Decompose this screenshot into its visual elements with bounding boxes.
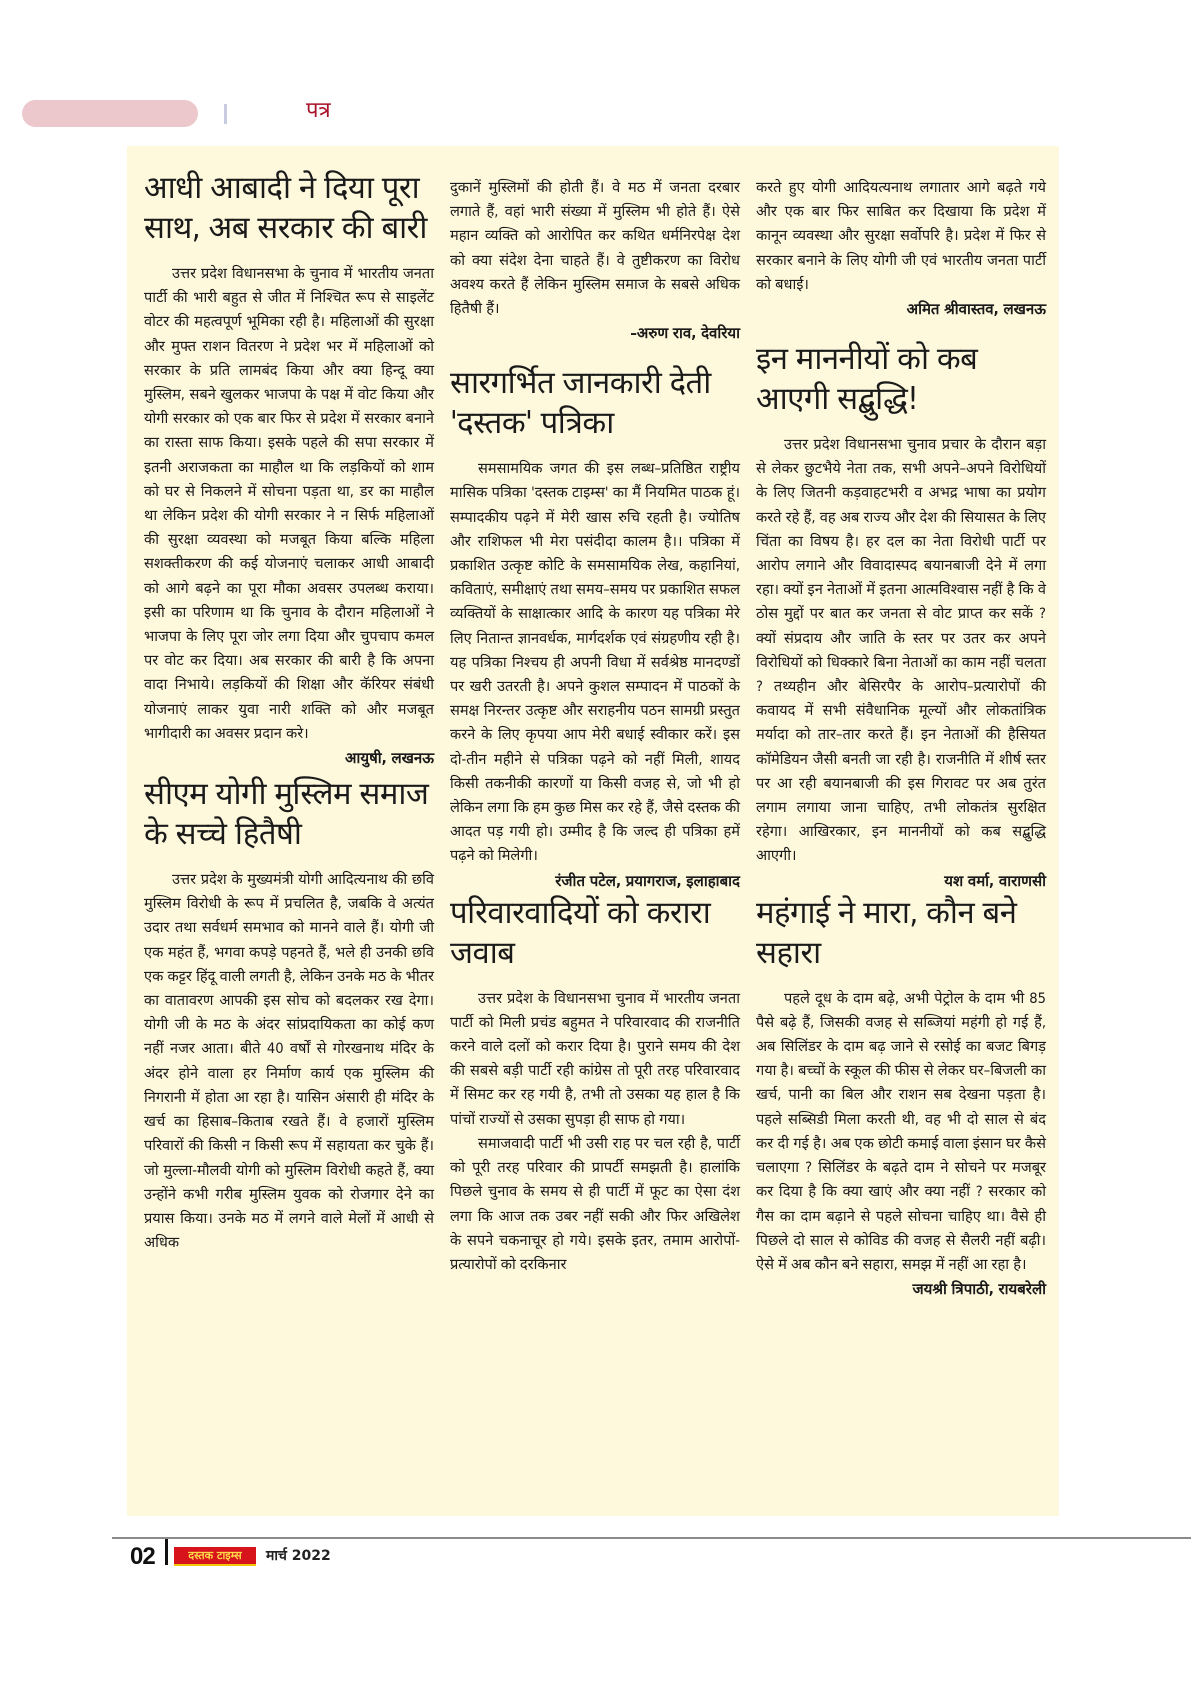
letter-body: पहले दूध के दाम बढ़े, अभी पेट्रोल के दाम भी 85 पैसे बढ़े हैं, जिसकी वजह से सब्जियां महंगी हो गई हैं, अब सिलिंडर के दाम बढ़ जाने से रसोई का बजट बिगड़ गया है। बच्चों के स्कूल की फीस से लेकर घर–बिजली का खर्च, पानी का बिल और राशन सब देखना पड़ता है। पहले सब्सिडी मिला करती थी, वह भी दो साल से बंद कर दी गई है। अब एक छोटी कमाई वाला इंसान घर कैसे चलाएगा ? सिलिंडर के बढ़ते दाम ने सोचने पर मजबूर कर दिया है कि क्या खाएं और क्या नहीं ? सरकार को गैस का दाम बढ़ाने से पहले सोचना चाहिए था। वैसे ही पिछले दो साल से कोविड की वजह से सैलरी नहीं बढ़ी। ऐसे में अब कौन बने सहारा, समझ में नहीं आ रहा है। (756, 989, 1046, 1273)
letter-title: महंगाई ने मारा, कौन बने सहारा (756, 894, 1017, 971)
letter-body: उत्तर प्रदेश विधानसभा चुनाव प्रचार के दौरान बड़ा से लेकर छुटभैये नेता तक, सभी अपने–अपने विरोधियों के लिए जितनी कड़वाहटभरी व अभद्र भाषा का प्रयोग करते रहे हैं, वह अब राज्य और देश की सियासत के लिए चिंता का विषय है। हर दल का नेता विरोधी पार्टी पर आरोप लगाने और विवादास्पद बयानबाजी देने में लगा रहा। क्यों इन नेताओं में इतना आत्मविश्वास नहीं है कि वे ठोस मुद्दों पर बात कर जनता से वोट प्राप्त कर सकें ? क्यों संप्रदाय और जाति के स्तर पर उतर कर अपने विरोधियों को धिक्कारे बिना नेताओं का काम नहीं चलता ? तथ्यहीन और बेसिरपैर के आरोप–प्रत्यारोपों की कवायद में सभी संवैधानिक मूल्यों और लोकतांत्रिक मर्यादा को तार–तार करते हैं। इन नेताओं की हैसियत कॉमेडियन जैसी बनती जा रही है। राजनीति में शीर्ष स्तर पर आ रही बयानबाजी की इस गिरावट पर अब तुरंत लगाम लगाया जाना चाहिए, तभी लोकतंत्र सुरक्षित रहेगा। आखिरकार, इन माननीयों को कब सद्बुद्धि आएगी। (756, 436, 1046, 865)
letter-article (144, 774, 434, 1255)
letter-article-continued (756, 176, 1046, 321)
letter-signature: यश वर्मा, वाराणसी (944, 871, 1046, 890)
section-header-pill (22, 100, 198, 127)
letter-signature: –अरुण राव, देवरिया (630, 324, 740, 343)
letter-title: आधी आबादी ने दिया पूरा साथ, अब सरकार की बारी (144, 170, 427, 246)
letter-title: परिवारवादियों को करारा जवाब (450, 894, 711, 971)
letter-signature: अमित श्रीवास्तव, लखनऊ (906, 300, 1046, 319)
letter-title: इन माननीयों को कब आएगी सद्बुद्धि! (756, 341, 978, 418)
letters-panel (127, 146, 1059, 1516)
letter-signature: जयश्री त्रिपाठी, रायबरेली (912, 1280, 1046, 1299)
letter-article (450, 893, 740, 1277)
letter-body: उत्तर प्रदेश के मुख्यमंत्री योगी आदित्यनाथ की छवि मुस्लिम विरोधी के रूप में प्रचलित है, जबकि वे अत्यंत उदार तथा सर्वधर्म समभाव को मानने वाले हैं। योगी जी एक महंत हैं, भगवा कपड़े पहनते हैं, भले ही उनकी छवि एक कट्टर हिंदू वाली लगती है, लेकिन उनके मठ के भीतर का वातावरण आपकी इस सोच को बदलकर रख देगा। योगी जी के मठ के अंदर सांप्रदायिकता का कोई कण नहीं नजर आता। बीते 40 वर्षों से गोरखनाथ मंदिर के अंदर होने वाला हर निर्माण कार्य एक मुस्लिम की निगरानी में होता आ रहा है। यासिन अंसारी ही मंदिर के खर्च का हिसाब–किताब रखते हैं। वे हजारों मुस्लिम परिवारों की किसी न किसी रूप में सहायता कर चुके हैं। जो मुल्ला-मौलवी योगी को मुस्लिम विरोधी कहते हैं, क्या उन्होंने कभी गरीब मुस्लिम युवक को रोजगार देने का प्रयास किया। उनके मठ में लगने वाले मेलों में आधी से अधिक (144, 871, 434, 1252)
letter-signature: रंजीत पटेल, प्रयागराज, इलाहाबाद (555, 871, 740, 890)
letter-signature: आयुषी, लखनऊ (345, 749, 434, 768)
issue-date: मार्च 2022 (266, 1548, 331, 1564)
letter-article (450, 363, 740, 892)
column-1 (144, 168, 434, 1255)
letter-body: करते हुए योगी आदियत्यनाथ लगातार आगे बढ़ते गये और एक बार फिर साबित कर दिखाया कि प्रदेश में कानून व्यवस्था और सुरक्षा सर्वोपरि है। प्रदेश में फिर से सरकार बनाने के लिए योगी जी एवं भारतीय जनता पार्टी को बधाई। (756, 179, 1046, 293)
footer-divider (165, 1539, 168, 1565)
letter-title: सारगर्भित जानकारी देती 'दस्तक' पत्रिका (450, 365, 711, 442)
column-2 (450, 176, 740, 1277)
letter-article (756, 893, 1046, 1301)
section-label: पत्र (306, 98, 331, 123)
letter-body: दुकानें मुस्लिमों की होती हैं। वे मठ में जनता दरबार लगाते हैं, वहां भारी संख्या में मुस्लिम भी होते हैं। ऐसे महान व्यक्ति को आरोपित कर कथित धर्मनिरपेक्ष देश को क्या संदेश देना चाहते हैं। वे तुष्टीकरण का विरोध अवश्य करते हैं लेकिन मुस्लिम समाज के सबसे अधिक हितैषी हैं। (450, 179, 740, 318)
header-divider (224, 104, 227, 124)
footer-rule (112, 1537, 1191, 1539)
column-3 (756, 176, 1046, 1301)
page-number: 02 (130, 1543, 155, 1570)
letter-article-continued (450, 176, 740, 345)
letter-body: उत्तर प्रदेश के विधानसभा चुनाव में भारतीय जनता पार्टी को मिली प्रचंड बहुमत ने परिवारवाद की राजनीति करने वाले दलों को करार दिया है। पुराने समय की देश की सबसे बड़ी पार्टी रही कांग्रेस तो पूरी तरह परिवारवाद में सिमट कर रह गयी है, तभी तो उसका यह हाल है कि पांचों राज्यों से उसका सुपड़ा ही साफ हो गया। (450, 989, 740, 1128)
publication-logo: दस्तक टाइम्स (174, 1547, 256, 1566)
letter-body: समसामयिक जगत की इस लब्ध–प्रतिष्ठित राष्ट्रीय मासिक पत्रिका 'दस्तक टाइम्स' का मैं नियमित पाठक हूं। सम्पादकीय पढ़ने में मेरी खास रुचि रहती है। ज्योतिष और राशिफल भी मेरा पसंदीदा कालम है।। पत्रिका में प्रकाशित उत्कृष्ट कोटि के समसामयिक लेख, कहानियां, कविताएं, समीक्षाएं तथा समय–समय पर प्रकाशित सफल व्यक्तियों के साक्षात्कार आदि के कारण यह पत्रिका मेरे लिए नितान्त ज्ञानवर्धक, मार्गदर्शक एवं संग्रहणीय रही है। यह पत्रिका निश्चय ही अपनी विधा में सर्वश्रेष्ठ मानदण्डों पर खरी उतरती है। अपने कुशल सम्पादन में पाठकों के समक्ष निरन्तर उत्कृष्ट और सराहनीय पठन सामग्री प्रस्तुत करने के लिए कृपया आप मेरी बधाई स्वीकार करें। इस दो-तीन महीने से पत्रिका पढ़ने को नहीं मिली, शायद किसी तकनीकी कारणों या किसी वजह से, जो भी हो लेकिन लगा कि हम कुछ मिस कर रहे हैं, जैसे दस्तक की आदत पड़ गयी हो। उम्मीद है कि जल्द ही पत्रिका हमें पढ़ने को मिलेगी। (450, 460, 740, 865)
letter-article (756, 339, 1046, 893)
letter-body: समाजवादी पार्टी भी उसी राह पर चल रही है, पार्टी को पूरी तरह परिवार की प्रापर्टी समझती है। हालांकि पिछले चुनाव के समय से ही पार्टी में फूट का ऐसा दंश लगा कि आज तक उबर नहीं सकी और फिर अखिलेश के सपने चकनाचूर हो गये। इसके इतर, तमाम आरोपों-प्रत्यारोपों को दरकिनार (450, 1134, 740, 1273)
letter-article (144, 168, 434, 770)
letter-body: उत्तर प्रदेश विधानसभा के चुनाव में भारतीय जनता पार्टी की भारी बहुत से जीत में निश्चित रूप से साइलेंट वोटर की महत्वपूर्ण भूमिका रही है। महिलाओं की सुरक्षा और मुफ्त राशन वितरण ने प्रदेश भर में महिलाओं को सरकार के प्रति लामबंद किया और क्या हिन्दू क्या मुस्लिम, सबने खुलकर भाजपा के पक्ष में वोट किया और योगी सरकार को एक बार फिर से प्रदेश में सरकार बनाने का रास्ता साफ किया। इसके पहले की सपा सरकार में इतनी अराजकता का माहौल था कि लड़कियों को शाम को घर से निकलने में सोचना पड़ता था, डर का माहौल था लेकिन प्रदेश की योगी सरकार ने न सिर्फ महिलाओं की सुरक्षा व्यवस्था को मजबूत किया बल्कि महिला सशक्तीकरण की कई योजनाएं चलाकर आधी आबादी को आगे बढ़ने का पूरा मौका अवसर उपलब्ध कराया। इसी का परिणाम था कि चुनाव के दौरान महिलाओं ने भाजपा के लिए पूरा जोर लगा दिया और चुपचाप कमल पर वोट कर दिया। अब सरकार की बारी है कि अपना वादा निभाये। लड़कियों की शिक्षा और कॅरियर संबंधी योजनाएं लाकर युवा नारी शक्ति को और मजबूत भागीदारी का अवसर प्रदान करे। (144, 265, 434, 742)
letter-title: सीएम योगी मुस्लिम समाज के सच्चे हितैषी (144, 776, 429, 853)
